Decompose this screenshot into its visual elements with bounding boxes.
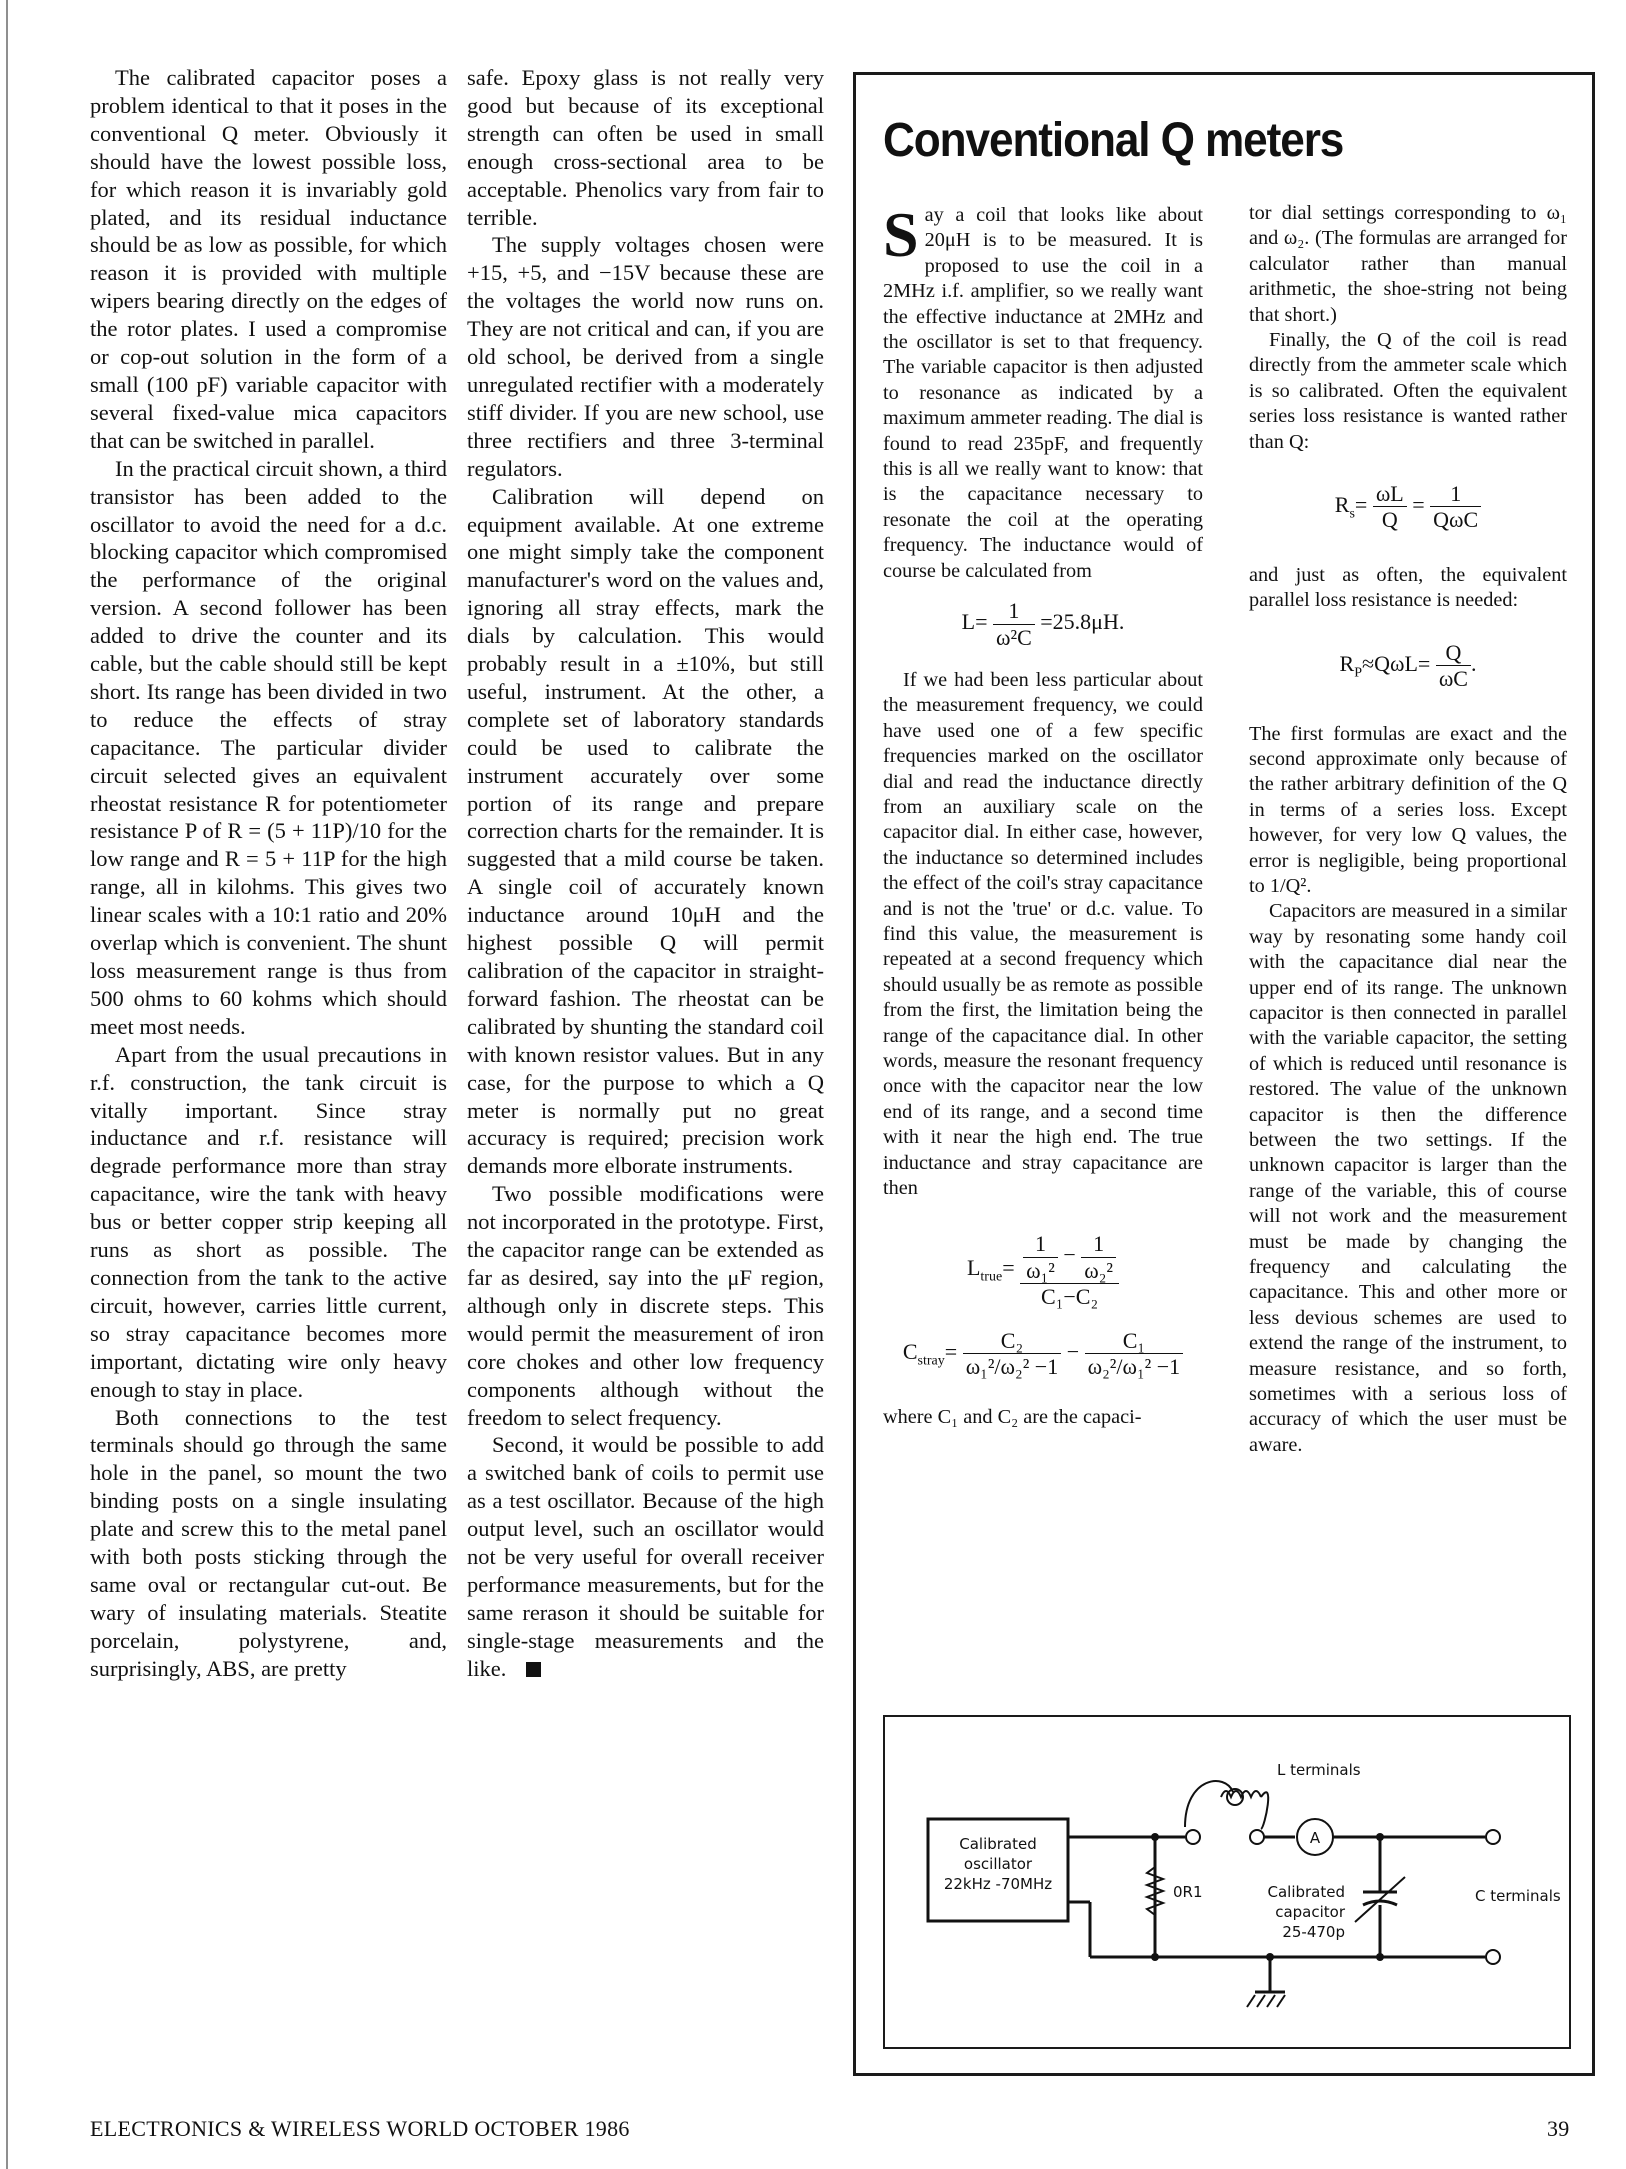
- ammeter-label: A: [1309, 1829, 1321, 1847]
- equation-l-true: $L_{true}=$ $\frac{1}{\text{ω₁²}}$ − $\frac{1}{\text{ω₂²}}$ C₁−C₂: [883, 1231, 1203, 1309]
- paragraph: Two possible modifications were not incorporated in the prototype. First, the capacitor range can be extended as far as desired, say into the μF region, although only in discrete steps. This would permit the measurement of iron core chokes and other low frequency components although without the freedom to select frequency.: [467, 1181, 824, 1430]
- sidebar-box: [853, 72, 1595, 2076]
- paragraph: The calibrated capacitor poses a problem identical to that it poses in the conventional Q meter. Obviously it should have the lowest possible loss, for which reason it is invariably gold plated, and its residual inductance should be as low as possible, for which reason it is provided with multiple wipers bearing directly on the edges of the rotor plates. I used a compromise or cop-out solution in the form of a small (100 pF) variable capacitor with several fixed-value mica capacitors that can be switched in parallel.: [90, 65, 447, 453]
- paragraph: The supply voltages chosen were +15, +5, and −15V because these are the voltages the world now runs on. They are not critical and can, if you are old school, be derived from a single unregulated rectifier with a moderately stiff divider. If you are new school, use three rectifiers and three 3-terminal regulators.: [467, 232, 824, 481]
- l-terminals-label: L terminals: [1277, 1761, 1361, 1779]
- equation-rp: $R_P\approx Q\omega L=$ $\frac{Q}{\omega C}$ .: [1339, 639, 1477, 692]
- paragraph: Both connections to the test terminals should go through the same hole in the panel, so mount the two binding posts on a single insulating plate and screw this to the metal panel with both posts sticking through the same oval or rectangular cut-out. Be wary of insulating materials. Steatite porcelain, polystyrene, and, surprisingly, ABS, are pretty: [90, 1404, 447, 1681]
- drop-cap: S: [883, 199, 919, 270]
- page-number: 39: [1547, 2116, 1570, 2141]
- paragraph: safe. Epoxy glass is not really very good but because of its exceptional strength can often be used in small enough cross-sectional area to be acceptable. Phenolics vary from fair to terrible.: [467, 65, 824, 230]
- sidebar-column-left: [883, 199, 1203, 1431]
- paragraph: and just as often, the equivalent parallel loss resistance is needed:: [1249, 563, 1567, 612]
- article-column-2: [467, 64, 824, 1683]
- paragraph: Finally, the Q of the coil is read directly from the ammeter scale which is so calibrated. Often the equivalent series loss resistance is wanted rather than Q:: [1249, 329, 1567, 453]
- paragraph: tor dial settings corresponding to ω₁ and ω₂. (The formulas are arranged for calculator rather than manual arithmetic, the shoe-string not being that short.): [1249, 202, 1567, 326]
- footer-publication: ELECTRONICS & WIRELESS WORLD OCTOBER 1986: [90, 2116, 630, 2141]
- paragraph: Capacitors are measured in a similar way by resonating some handy coil with the capacitance dial near the upper end of its range. The unknown capacitor is then connected in parallel with the variable capacitor, the setting of which is reduced until resonance is restored. The value of the unknown capacitor is then the difference between the two settings. If the unknown capacitor is larger than the range of the variable, this of course will not work and the measurement must be made by changing the frequency and calculating the capacitance. This and other more or less devious schemes are used to extend the range of the instrument, to measure resistance, and so forth, sometimes with a serious loss of accuracy of which the user must be aware.: [1249, 900, 1567, 1456]
- capacitor-range-label: 25-470p: [1282, 1923, 1345, 1941]
- paragraph: If we had been less particular about the measurement frequency, we could have used one of a few specific frequencies marked on the oscillator dial and read the inductance directly from an auxiliary scale on the capacitor dial. In either case, however, the inductance so determined includes the effect of the coil's stray capacitance and is not the 'true' or d.c. value. To find this value, the measurement is repeated at a second frequency which should usually be as remote as possible from the first, the limitation being the range of the capacitance dial. In other words, measure the resonant frequency once with the capacitor near the low end of its range, and a second time with it near the high end. The true inductance and stray capacitance are then: [883, 668, 1203, 1200]
- paragraph: Second, it would be possible to add a switched bank of coils to permit use as a test oscillator. Because of the high output level, such an oscillator would not be very useful for overall receiver performance measurements, but for the same rerason it should be suitable for single-stage measurements and the like.: [467, 1432, 824, 1681]
- equation-c-stray: $C_{stray}=$ $\frac{\text{C₂}}{\text{ω₁²/ω₂² −1}}$ − $\frac{\text{C₁}}{\text{ω₂²/ω₁² −1}}$: [883, 1328, 1203, 1380]
- capacitor-label: Calibrated: [1267, 1883, 1345, 1901]
- oscillator-range-label: 22kHz -70MHz: [943, 1875, 1053, 1893]
- page-edge-line: [6, 0, 8, 2169]
- paragraph: Calibration will depend on equipment available. At one extreme one might simply take the component manufacturer's word on the values and, ignoring all stray effects, mark the dials by calculation. This would probably result in a ±10%, but still useful, instrument. At the other, a complete set of laboratory standards could be used to calibrate the instrument accurately over some portion of its range and prepare correction charts for the remainder. It is suggested that a mild course be taken. A single coil of accurately known inductance around 10μH and the highest possible Q will permit calibration of the capacitor in straight-forward fashion. The rheostat can be calibrated by shunting the standard coil with known resistor values. But in any case, for the purpose to which a Q meter is normally put no great accuracy is required; precision work demands more elborate instruments.: [467, 483, 824, 1179]
- sidebar-title: Conventional Q meters: [883, 114, 1344, 167]
- paragraph: where C₁ and C₂ are the capaci-: [883, 1406, 1142, 1429]
- circuit-diagram: [883, 1715, 1571, 2049]
- oscillator-label: Calibrated: [959, 1835, 1037, 1853]
- capacitor-label: capacitor: [1275, 1903, 1345, 1921]
- sidebar-column-right: [1249, 201, 1567, 1458]
- paragraph: In the practical circuit shown, a third transistor has been added to the oscillator to avoid the need for a d.c. blocking capacitor which compromised the performance of the original version. A second follower has been added to drive the counter and its cable, but the cable should still be kept short. Its range has been divided in two to reduce the effects of stray capacitance. The particular divider circuit selected gives an equivalent rheostat resistance R for potentiometer resistance P of R = (5 + 11P)/10 for the low range and R = 5 + 11P for the high range, all in kilohms. This gives two linear scales with a 10:1 ratio and 20% overlap which is convenient. The shunt loss measurement range is thus from 500 ohms to 60 kohms which should meet most needs.: [90, 455, 447, 1039]
- equation-inductance: L= $\frac{1}{\text{ω²C}}$ =25.8μH.: [961, 598, 1125, 650]
- resistor-label: 0R1: [1173, 1883, 1203, 1901]
- oscillator-label: oscillator: [963, 1855, 1033, 1873]
- end-mark-icon: [526, 1662, 541, 1677]
- article-column-1: [90, 64, 447, 1683]
- paragraph: Apart from the usual precautions in r.f. construction, the tank circuit is vitally important. Since stray inductance and r.f. resistance will degrade performance more than stray capacitance, wire the tank with heavy bus or better copper strip keeping all runs as short as possible. The connection from the tank to the active circuit, however, carries little current, so stray capacitance becomes more important, dictating wire only heavy enough to stay in place.: [90, 1041, 447, 1402]
- circuit-schematic: [885, 1717, 1569, 2047]
- paragraph: Say a coil that looks like about 20μH is to be measured. It is proposed to use the coil in a 2MHz i.f. amplifier, so we really want the effective inductance at 2MHz and the oscillator is set to that frequency. The variable capacitor is then adjusted to resonance as indicated by a maximum ammeter reading. The dial is found to read 235pF, and frequently this is all we really want to know: that is the capacitance necessary to resonate the coil at the operating frequency. The inductance would of course be calculated from: [883, 199, 1203, 582]
- equation-rs: $R_s=$ $\frac{\omega L}{Q}$ = $\frac{1}{\text{QωC}}$: [1249, 481, 1567, 533]
- paragraph: The first formulas are exact and the second approximate only because of the rather arbitrary definition of the Q in terms of a series loss. Except however, for very low Q values, the error is negligible, being proportional to 1/Q².: [1249, 722, 1567, 897]
- c-terminals-label: C terminals: [1475, 1887, 1561, 1905]
